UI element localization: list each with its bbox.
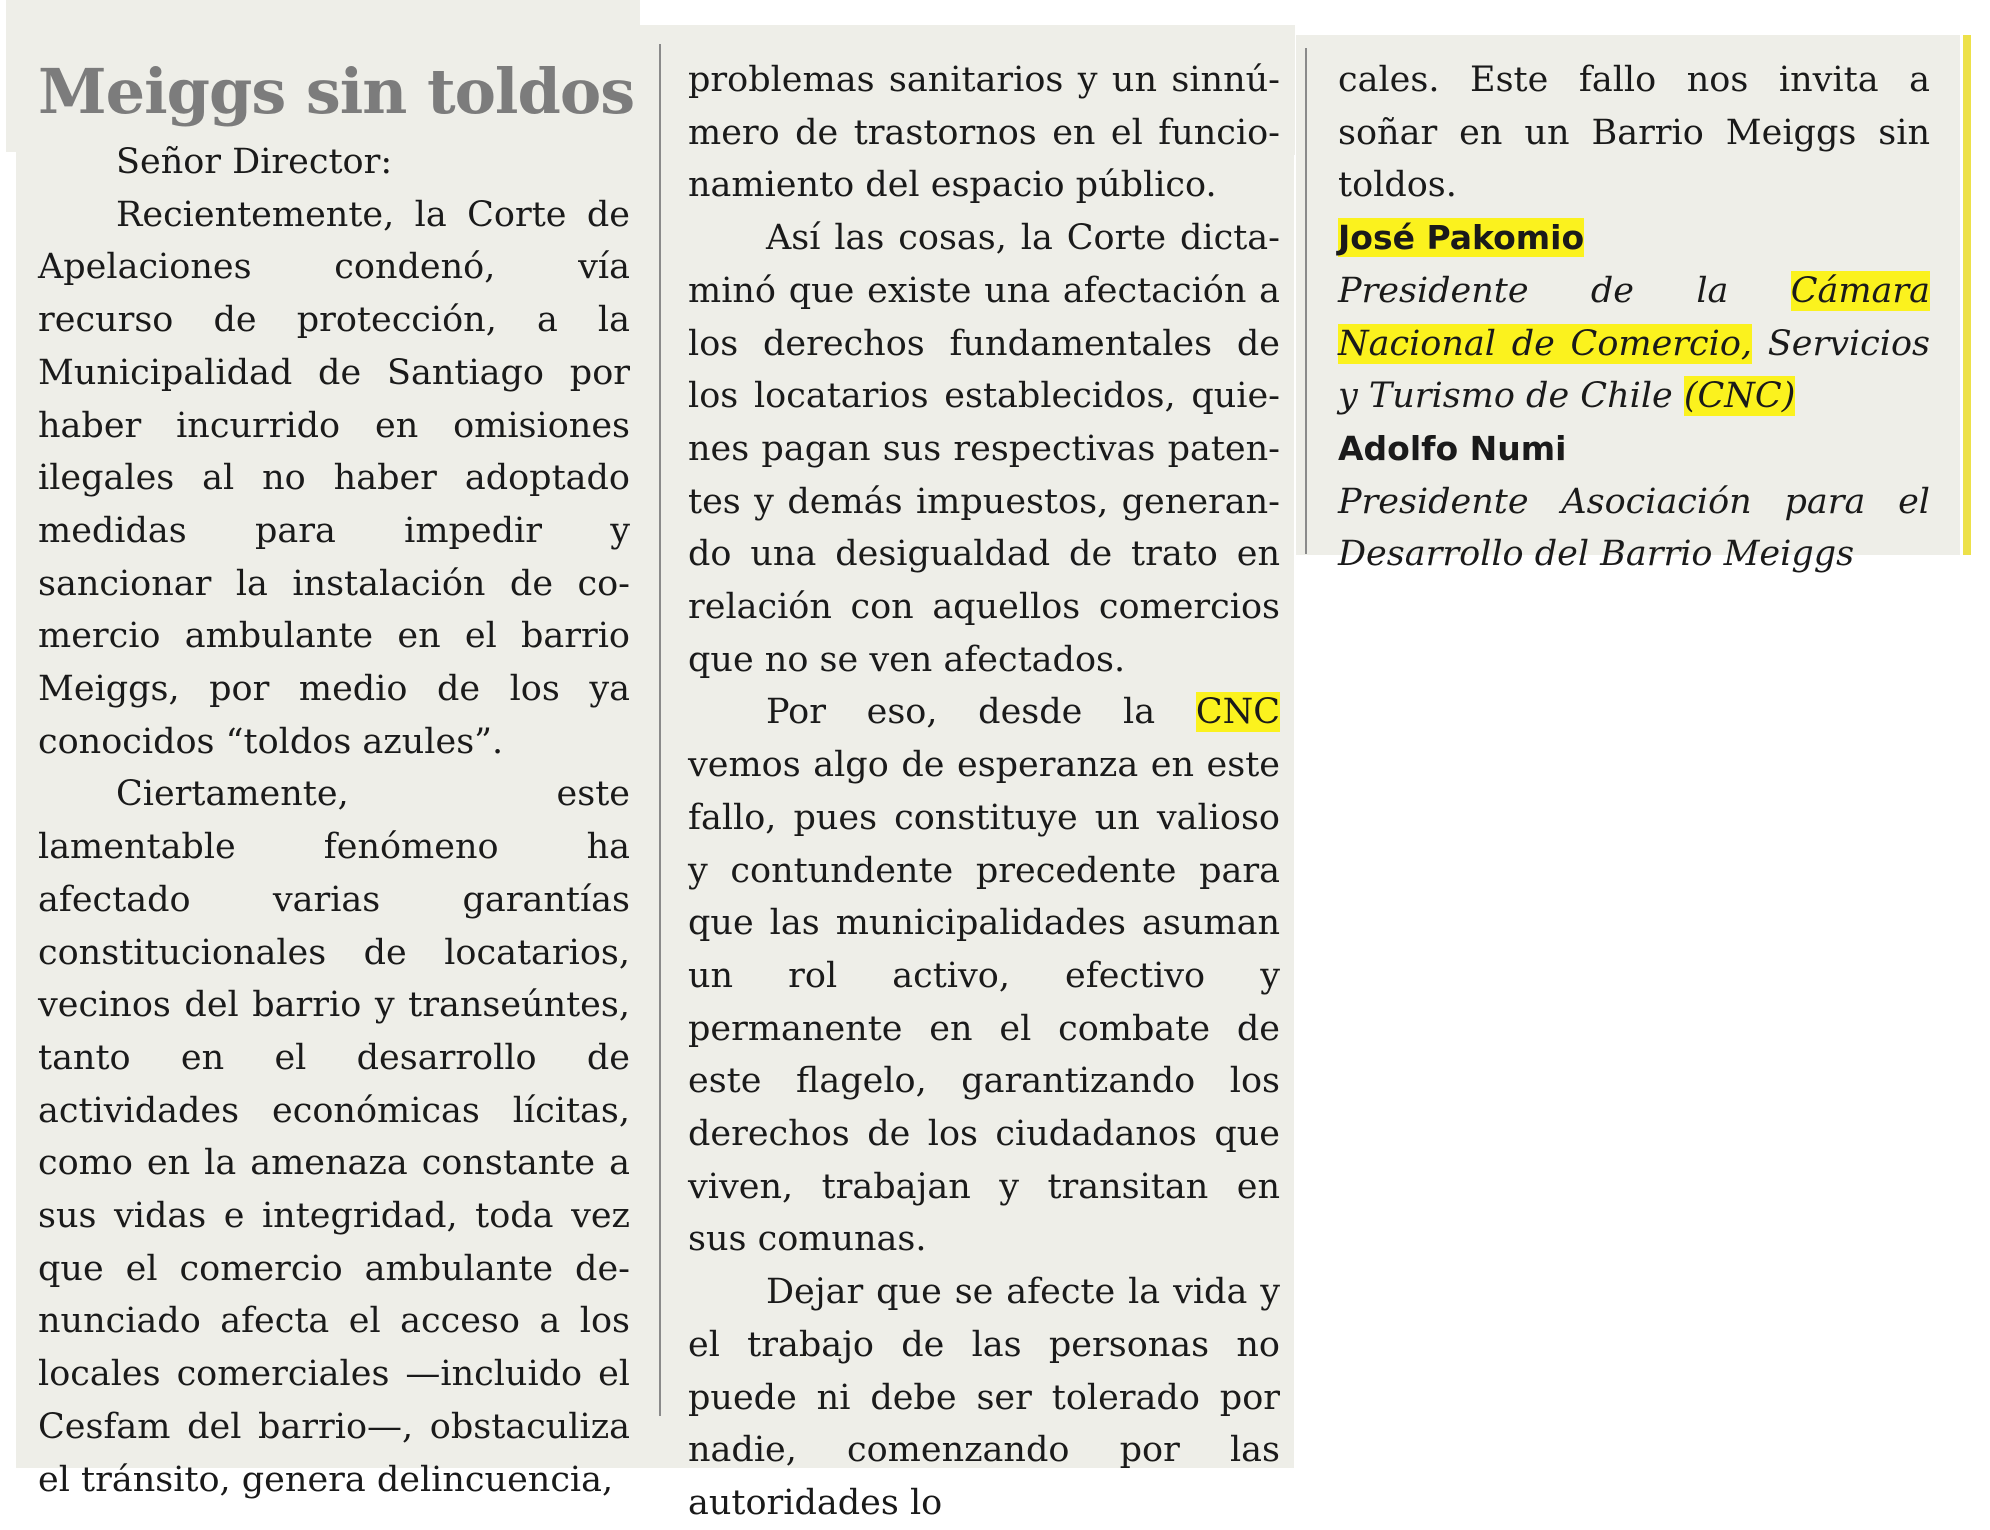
highlight-edge-strip [1963, 35, 1971, 555]
chamber-highlight: Cámara Nacional de Comercio, [1338, 270, 1930, 364]
article-column-1 [38, 54, 635, 1506]
paragraph-5-part-1: Dejar que se afecte la vida y el trabajo de las personas no puede ni debe ser tolerado por nadie, comenzando por las autoridades lo [688, 1272, 1280, 1523]
column-rule-1 [659, 44, 661, 1416]
article-title: Meiggs sin toldos [38, 55, 635, 128]
signature-name-1: José Pakomio [1338, 218, 1585, 258]
paragraph-5-part-2: cales. Este fallo nos invita a soñar en un Barrio Meiggs sin toldos. [1338, 60, 1930, 206]
paragraph-1: Recientemente, la Corte de Apelaciones condenó, vía recurso de protección, a la Municipalidad de Santiago por haber incurrido en omisiones ilegales al no haber adoptado medidas para impedir y sancionar la instalación de comercio ambulante en el barrio Meiggs, por medio de los ya conocidos “toldos azules”. [38, 194, 630, 762]
signature-role-1: Presidente de la Cámara Nacional de Comercio, Servicios y Turismo de Chile (CNC) [1338, 270, 1931, 417]
cnc-acronym-highlight: (CNC) [1683, 376, 1796, 417]
article-column-2 [688, 54, 1280, 1530]
signature-name-2: Adolfo Numi [1338, 428, 1567, 468]
signature-role-2: Presidente Asociación para el Desarrollo del Barrio Meiggs [1338, 481, 1930, 575]
paragraph-2-part-2: problemas sanitarios y un sinnúmero de trastornos en el funcionamiento del espacio público. [688, 60, 1280, 206]
paragraph-3: Así las cosas, la Corte dictaminó que existe una afectación a los derechos fundamentales de los locatarios establecidos, quienes pagan sus respectivas patentes y demás impuestos, generando una desigualdad de trato en relación con aquellos comercios que no se ven afectados. [688, 218, 1280, 680]
column-rule-2 [1305, 48, 1307, 554]
paragraph-2-part-1: Ciertamente, este lamentable fenómeno ha afectado varias garantías constitucionales de locatarios, vecinos del barrio y transeúntes, tanto en el desarrollo de actividades económicas lícitas, como en la amenaza constante a sus vidas e integridad, toda vez que el comercio ambulante denunciado afecta el acceso a los locales comerciales —incluido el Cesfam del barrio—, obstaculiza el tránsito, genera delincuencia, [38, 774, 630, 1500]
paragraph-4: Por eso, desde la CNC vemos algo de esperanza en este fallo, pues constituye un valioso y contundente precedente para que las municipalidades asuman un rol activo, efectivo y permanente en el combate de este flagelo, garantizando los derechos de los ciudadanos que viven, trabajan y transitan en sus comunas. [688, 692, 1280, 1260]
article-column-3 [1338, 54, 1930, 581]
salutation: Señor Director: [116, 142, 393, 182]
cnc-highlight: CNC [1195, 692, 1280, 733]
